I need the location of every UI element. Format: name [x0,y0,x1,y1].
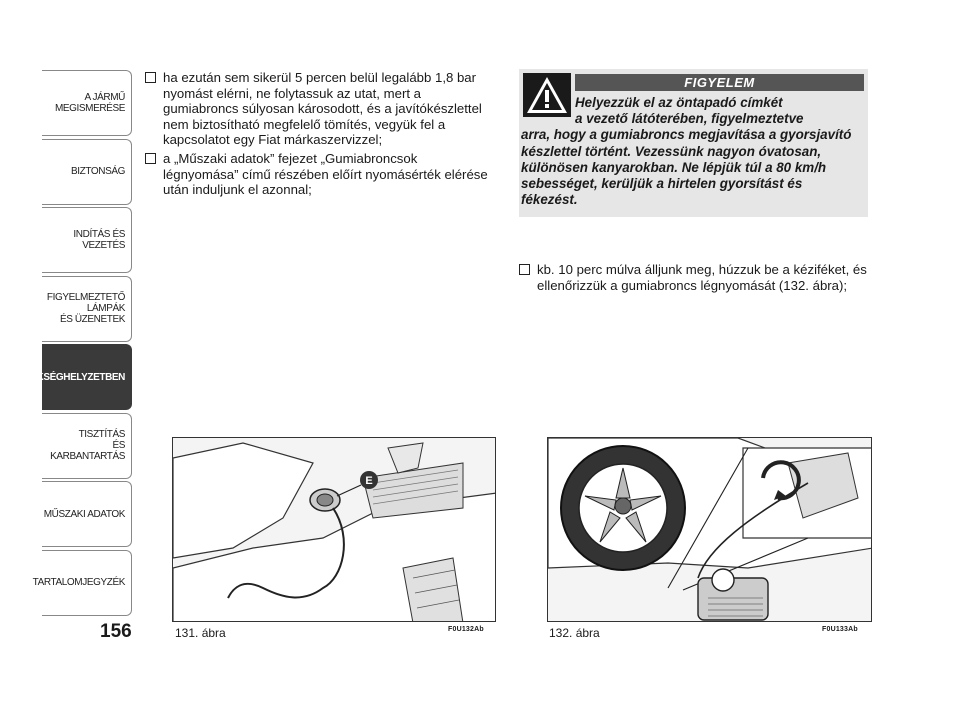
tab-safety[interactable]: BIZTONSÁG [42,139,132,205]
list-item-text: a „Műszaki adatok” fejezet „Gumiabroncsok légnyomása” című részében előírt nyomásérték elérése után induljunk el azonnal; [163,150,488,198]
left-column [145,70,495,201]
figure-131-code: F0U132Ab [448,626,484,633]
list-item-text: kb. 10 perc múlva álljunk meg, húzzuk be a kéziféket, és ellenőrizzük a gumiabroncs légnyomását (132. ábra); [537,262,867,293]
right-column [519,262,869,296]
warning-heading: FIGYELEM [575,74,864,91]
tab-technical-data[interactable]: MŰSZAKI ADATOK [42,481,132,547]
checkbox-bullet-icon [519,264,530,275]
tab-vehicle[interactable]: A JÁRMŰ MEGISMERÉSE [42,70,132,136]
warning-text: Helyezzük el az öntapadó címkét a vezető látóterében, figyelmeztetve arra, hogy a gumiabroncs megjavítása a gyorsjavító készlettel történt. Vezessünk nagyon óvatosan, különösen kanyarokban. Ne lépjük túl a 80 km/h sebességet, kerüljük a hirtelen gyorsítást és fékezést. [521,95,852,208]
tab-maintenance[interactable]: TISZTÍTÁS ÉS KARBANTARTÁS [42,413,132,479]
list-item [145,70,495,148]
checkbox-bullet-icon [145,72,156,83]
list-item [519,262,869,293]
page-number: 156 [100,621,132,642]
figure-132 [547,437,872,622]
tab-emergency[interactable]: SZÜKSÉGHELYZETBEN [42,344,132,410]
figure-132-illustration [548,438,872,622]
figure-131 [172,437,496,622]
figure-132-caption: 132. ábra [549,626,600,640]
tab-index[interactable]: TARTALOMJEGYZÉK [42,550,132,616]
checkbox-bullet-icon [145,153,156,164]
list-item [145,151,495,198]
figure-132-code: F0U133Ab [822,626,858,633]
figure-131-illustration [173,438,496,622]
figure-131-caption: 131. ábra [175,626,226,640]
warning-box [519,69,868,217]
section-tabs [17,70,132,618]
list-item-text: ha ezután sem sikerül 5 percen belül legalább 1,8 bar nyomást elérni, ne folytassuk az utat, mert a gumiabroncs súlyosan károsodott, és a javítókészlettel nem biztosítható megfelelő tömítés, vegyük fel a kapcsolatot egy Fiat márkaszervizzel; [163,70,482,148]
tab-starting-driving[interactable]: INDÍTÁS ÉS VEZETÉS [42,207,132,273]
tab-warning-lights[interactable]: FIGYELMEZTETŐ LÁMPÁK ÉS ÜZENETEK [42,276,132,342]
callout-marker: E [365,475,373,487]
